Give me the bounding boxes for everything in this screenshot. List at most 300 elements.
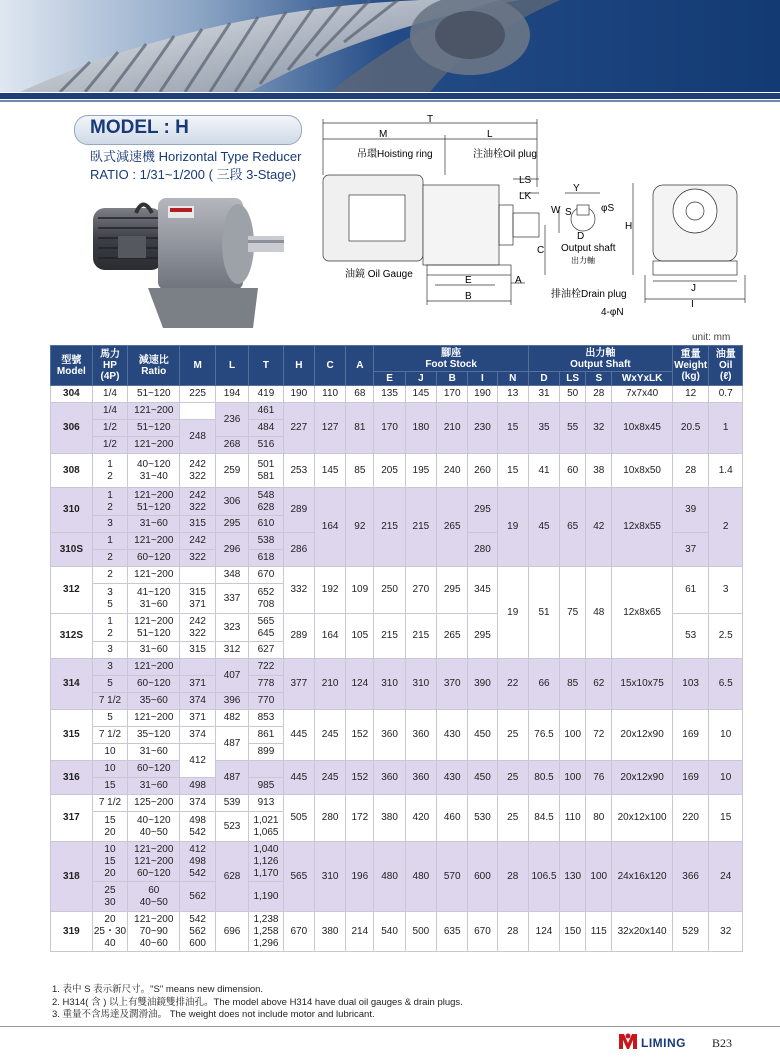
table-cell: 3 5	[92, 584, 127, 614]
table-row	[51, 710, 743, 727]
table-cell: 570	[437, 842, 468, 912]
table-cell: 1 2	[92, 454, 127, 488]
table-cell: 28	[497, 842, 528, 912]
dim-I: I	[691, 299, 694, 310]
table-cell: 1 2	[92, 614, 127, 642]
table-cell: 295	[215, 516, 248, 533]
table-cell: 215	[405, 614, 436, 659]
col-L: L	[215, 346, 248, 386]
table-cell: 289	[283, 614, 314, 659]
model-cell: 308	[51, 454, 93, 488]
brand-name: LIMING	[641, 1036, 686, 1050]
table-cell: 310	[314, 842, 345, 912]
table-cell: 10 15 20	[92, 842, 127, 882]
table-cell: 172	[346, 795, 374, 842]
table-cell: 110	[560, 795, 586, 842]
table-cell: 396	[215, 693, 248, 710]
table-cell: 7 1/2	[92, 693, 127, 710]
table-cell: 1,040 1,126 1,170	[249, 842, 283, 882]
col-model: 型號 Model	[51, 346, 93, 386]
table-cell: 374	[180, 727, 215, 744]
table-cell: 210	[314, 659, 345, 710]
table-cell: 76	[586, 761, 612, 795]
table-cell: 337	[215, 584, 248, 614]
table-cell: 370	[437, 659, 468, 710]
table-cell: 115	[586, 912, 612, 952]
table-cell: 268	[215, 437, 248, 454]
col-M: M	[180, 346, 215, 386]
table-cell	[249, 761, 283, 778]
table-cell: 35~120	[128, 727, 180, 744]
table-cell: 225	[180, 386, 215, 403]
table-cell: 985	[249, 778, 283, 795]
table-cell: 245	[314, 761, 345, 795]
table-cell: 110	[314, 386, 345, 403]
table-cell: 121~200	[128, 567, 180, 584]
table-cell: 306	[215, 488, 248, 516]
table-cell: 28	[497, 912, 528, 952]
table-row	[51, 386, 743, 403]
table-row	[51, 488, 743, 516]
table-cell: 5	[92, 676, 127, 693]
col-H: H	[283, 346, 314, 386]
table-cell: 68	[346, 386, 374, 403]
table-cell: 1/4	[92, 403, 127, 420]
table-cell: 60~120	[128, 761, 180, 778]
table-cell: 24	[709, 842, 743, 912]
model-cell: 316	[51, 761, 93, 795]
table-cell: 565	[283, 842, 314, 912]
table-cell: 125~200	[128, 795, 180, 812]
table-cell: 242 322	[180, 488, 215, 516]
unit-label: unit: mm	[692, 332, 731, 343]
table-cell: 13	[497, 386, 528, 403]
model-cell: 318	[51, 842, 93, 912]
table-cell: 1	[709, 403, 743, 454]
table-cell: 1/2	[92, 437, 127, 454]
table-cell: 100	[560, 761, 586, 795]
table-cell: 100	[560, 710, 586, 761]
table-cell: 35~60	[128, 693, 180, 710]
mounting-holes-label: 4-φN	[601, 307, 624, 318]
dim-H: H	[625, 221, 633, 232]
col-group-foot-stock: 腳座 Foot Stock	[374, 346, 528, 372]
table-cell: 20 25・30 40	[92, 912, 127, 952]
table-cell: 227	[283, 403, 314, 454]
footnote-2: 2. H314( 含 ) 以上有雙油鏡雙排油孔。The model above H314 have dual oil gauges & drain plugs.	[52, 996, 463, 1008]
model-cell: 306	[51, 403, 93, 454]
header-rule-dark	[0, 93, 780, 99]
table-cell: 81	[346, 403, 374, 454]
table-cell: 628	[215, 842, 248, 912]
table-cell: 121~200	[128, 437, 180, 454]
table-cell: 121~200	[128, 710, 180, 727]
table-cell: 51~120	[128, 386, 180, 403]
table-cell: 20x12x100	[612, 795, 673, 842]
table-cell: 332	[283, 567, 314, 614]
table-cell: 538	[249, 533, 283, 550]
dim-S: S	[565, 207, 572, 218]
table-row	[51, 567, 743, 584]
table-cell: 32	[586, 403, 612, 454]
dim-J: J	[691, 283, 696, 294]
table-row	[51, 403, 743, 420]
table-cell: 169	[672, 710, 709, 761]
table-cell: 0.7	[709, 386, 743, 403]
table-cell: 505	[283, 795, 314, 842]
table-cell: 169	[672, 761, 709, 795]
table-cell: 412 498 542	[180, 842, 215, 882]
table-cell: 1,238 1,258 1,296	[249, 912, 283, 952]
table-cell: 412	[180, 744, 215, 778]
model-cell: 317	[51, 795, 93, 842]
table-cell: 498 542	[180, 812, 215, 842]
table-cell: 10	[92, 761, 127, 778]
table-cell: 41	[528, 454, 559, 488]
table-cell: 121~200 121~200 60~120	[128, 842, 180, 882]
table-cell: 100	[586, 842, 612, 912]
table-cell: 3	[92, 659, 127, 676]
table-cell: 25	[497, 795, 528, 842]
table-cell: 480	[405, 842, 436, 912]
table-cell: 1,190	[249, 882, 283, 912]
table-cell	[180, 567, 215, 584]
table-cell: 371	[180, 676, 215, 693]
table-cell: 42	[586, 488, 612, 567]
table-cell: 530	[468, 795, 497, 842]
table-cell: 240	[437, 454, 468, 488]
table-cell: 152	[346, 761, 374, 795]
table-cell: 245	[314, 710, 345, 761]
table-cell: 109	[346, 567, 374, 614]
dim-W: W	[551, 205, 561, 216]
table-cell: 610	[249, 516, 283, 533]
table-cell: 45	[528, 488, 559, 567]
table-cell: 80	[586, 795, 612, 842]
table-cell: 360	[374, 761, 405, 795]
table-cell: 322	[180, 550, 215, 567]
table-cell: 124	[528, 912, 559, 952]
table-cell: 28	[672, 454, 709, 488]
table-cell: 170	[437, 386, 468, 403]
table-cell: 2	[92, 567, 127, 584]
hoisting-ring-label: 吊環Hoisting ring	[357, 149, 433, 160]
table-cell: 529	[672, 912, 709, 952]
col-E: E	[374, 372, 405, 386]
table-cell: 15 20	[92, 812, 127, 842]
table-cell: 3	[709, 567, 743, 614]
table-cell: 3	[92, 516, 127, 533]
model-cell: 312	[51, 567, 93, 614]
output-shaft-label: Output shaft	[561, 243, 616, 254]
table-cell: 31~60	[128, 516, 180, 533]
table-cell: 430	[437, 761, 468, 795]
table-cell: 85	[346, 454, 374, 488]
table-cell: 180	[405, 403, 436, 454]
table-cell: 516	[249, 437, 283, 454]
table-cell: 61	[672, 567, 709, 614]
table-cell: 51	[528, 567, 559, 659]
col-key: WxYxLK	[612, 372, 673, 386]
table-cell: 482	[215, 710, 248, 727]
table-cell: 652 708	[249, 584, 283, 614]
table-cell: 12x8x65	[612, 567, 673, 659]
table-cell: 310	[405, 659, 436, 710]
table-cell: 7 1/2	[92, 795, 127, 812]
footnotes	[52, 984, 463, 1022]
table-cell: 127	[314, 403, 345, 454]
dim-L: L	[487, 129, 493, 140]
table-cell: 65	[560, 488, 586, 567]
table-cell: 236	[215, 403, 248, 437]
table-cell: 32x20x140	[612, 912, 673, 952]
table-cell: 242 322	[180, 614, 215, 642]
col-oil: 油量 Oil (ℓ)	[709, 346, 743, 386]
table-cell: 323	[215, 614, 248, 642]
table-cell: 366	[672, 842, 709, 912]
table-cell: 121~200 51~120	[128, 614, 180, 642]
table-cell: 35	[528, 403, 559, 454]
model-cell: 314	[51, 659, 93, 710]
table-cell: 484	[249, 420, 283, 437]
table-cell: 450	[468, 761, 497, 795]
table-cell: 24x16x120	[612, 842, 673, 912]
table-cell: 280	[314, 795, 345, 842]
table-cell: 25	[497, 761, 528, 795]
table-cell: 220	[672, 795, 709, 842]
table-cell: 50	[560, 386, 586, 403]
table-cell: 419	[249, 386, 283, 403]
table-cell: 460	[437, 795, 468, 842]
table-cell: 562	[180, 882, 215, 912]
page-number: B23	[712, 1036, 733, 1050]
table-cell: 565 645	[249, 614, 283, 642]
table-cell: 20.5	[672, 403, 709, 454]
table-cell: 121~200 51~120	[128, 488, 180, 516]
table-cell: 445	[283, 761, 314, 795]
dim-Y: Y	[573, 183, 580, 194]
table-cell: 670	[283, 912, 314, 952]
table-row	[51, 842, 743, 882]
footnote-1: 1. 表中 S 表示新尺寸。"S" means new dimension.	[52, 984, 264, 995]
table-cell: 195	[405, 454, 436, 488]
table-cell: 40~120 31~40	[128, 454, 180, 488]
table-cell: 130	[560, 842, 586, 912]
table-cell: 1/4	[92, 386, 127, 403]
table-cell: 250	[374, 567, 405, 614]
table-cell: 539	[215, 795, 248, 812]
table-cell: 600	[468, 842, 497, 912]
table-cell: 145	[405, 386, 436, 403]
dim-A: A	[515, 275, 522, 286]
table-cell: 164	[314, 614, 345, 659]
dim-E: E	[465, 275, 472, 286]
table-cell	[180, 659, 215, 676]
footer-divider	[0, 1026, 780, 1027]
dim-T: T	[427, 115, 434, 125]
table-cell: 55	[560, 403, 586, 454]
table-cell: 75	[560, 567, 586, 659]
table-cell: 25	[497, 710, 528, 761]
model-cell: 319	[51, 912, 93, 952]
table-cell: 210	[437, 403, 468, 454]
model-cell: 315	[51, 710, 93, 761]
table-row	[51, 454, 743, 488]
table-cell: 315	[180, 516, 215, 533]
table-cell: 121~200	[128, 403, 180, 420]
table-cell: 12	[672, 386, 709, 403]
table-cell: 542 562 600	[180, 912, 215, 952]
table-cell: 315 371	[180, 584, 215, 614]
table-cell: 60	[560, 454, 586, 488]
table-cell: 487	[215, 761, 248, 795]
table-cell: 374	[180, 693, 215, 710]
table-cell: 32	[709, 912, 743, 952]
table-cell: 1 2	[92, 488, 127, 516]
col-A: A	[346, 346, 374, 386]
col-T: T	[249, 346, 283, 386]
table-cell: 15	[497, 403, 528, 454]
table-cell: 853	[249, 710, 283, 727]
table-cell: 10x8x50	[612, 454, 673, 488]
table-cell: 286	[283, 533, 314, 567]
col-S: S	[586, 372, 612, 386]
table-cell: 7 1/2	[92, 727, 127, 744]
table-cell: 194	[215, 386, 248, 403]
table-cell: 312	[215, 642, 248, 659]
table-cell: 72	[586, 710, 612, 761]
table-cell: 487	[215, 727, 248, 761]
header-gear-banner	[0, 0, 780, 92]
table-cell: 196	[346, 842, 374, 912]
dim-phi-S: φS	[601, 203, 615, 214]
col-C: C	[314, 346, 345, 386]
table-cell: 280	[468, 533, 497, 567]
table-cell: 92	[346, 488, 374, 567]
dim-D: D	[577, 231, 585, 242]
table-cell: 450	[468, 710, 497, 761]
table-cell: 3	[92, 642, 127, 659]
table-cell: 540	[374, 912, 405, 952]
table-cell: 360	[374, 710, 405, 761]
table-cell: 53	[672, 614, 709, 659]
table-cell: 15	[497, 454, 528, 488]
col-weight: 重量 Weight (kg)	[672, 346, 709, 386]
table-cell: 500	[405, 912, 436, 952]
table-cell: 618	[249, 550, 283, 567]
table-cell: 2.5	[709, 614, 743, 659]
dim-LS: LS	[519, 175, 532, 186]
table-cell: 214	[346, 912, 374, 952]
table-cell: 265	[437, 614, 468, 659]
col-N: N	[497, 372, 528, 386]
table-cell: 15	[709, 795, 743, 842]
table-row	[51, 912, 743, 952]
table-cell: 360	[405, 710, 436, 761]
table-row	[51, 795, 743, 812]
table-cell: 15x10x75	[612, 659, 673, 710]
table-cell: 380	[374, 795, 405, 842]
table-cell: 295	[468, 488, 497, 533]
table-cell: 10	[709, 761, 743, 795]
table-cell: 31	[528, 386, 559, 403]
table-cell: 242 322	[180, 454, 215, 488]
col-group-output-shaft: 出力軸 Output Shaft	[528, 346, 672, 372]
liming-logo-icon	[618, 1032, 638, 1050]
table-cell: 523	[215, 812, 248, 842]
spec-table	[50, 345, 743, 952]
table-cell: 670	[249, 567, 283, 584]
table-cell: 41~120 31~60	[128, 584, 180, 614]
table-cell: 377	[283, 659, 314, 710]
table-cell: 145	[314, 454, 345, 488]
table-cell: 12x8x55	[612, 488, 673, 567]
table-cell: 295	[437, 567, 468, 614]
page-title: MODEL : H	[90, 117, 189, 138]
col-J: J	[405, 372, 436, 386]
table-cell: 48	[586, 567, 612, 659]
table-cell: 190	[468, 386, 497, 403]
table-cell: 5	[92, 710, 127, 727]
table-cell: 345	[468, 567, 497, 614]
table-cell: 270	[405, 567, 436, 614]
table-cell: 10	[92, 744, 127, 761]
table-cell: 215	[405, 488, 436, 567]
model-cell: 310	[51, 488, 93, 533]
table-cell: 913	[249, 795, 283, 812]
col-D: D	[528, 372, 559, 386]
table-cell	[180, 403, 215, 420]
table-cell: 380	[314, 912, 345, 952]
table-cell: 205	[374, 454, 405, 488]
table-cell: 2	[709, 488, 743, 567]
table-cell: 124	[346, 659, 374, 710]
table-cell: 31~60	[128, 642, 180, 659]
table-cell: 360	[405, 761, 436, 795]
table-cell: 15	[92, 778, 127, 795]
table-cell: 501 581	[249, 454, 283, 488]
table-cell: 39	[672, 488, 709, 533]
table-cell: 25 30	[92, 882, 127, 912]
model-cell: 312S	[51, 614, 93, 659]
table-cell: 498	[180, 778, 215, 795]
table-cell: 722	[249, 659, 283, 676]
dim-LK: LK	[519, 191, 532, 202]
table-cell: 7x7x40	[612, 386, 673, 403]
table-cell: 445	[283, 710, 314, 761]
drain-plug-label: 排油栓Drain plug	[551, 289, 627, 300]
table-cell: 265	[437, 488, 468, 567]
table-cell: 295	[468, 614, 497, 659]
table-cell: 121~200	[128, 659, 180, 676]
table-cell: 10	[709, 710, 743, 761]
header-rule-light	[0, 100, 780, 102]
table-cell: 38	[586, 454, 612, 488]
model-cell: 310S	[51, 533, 93, 567]
col-ratio: 減速比 Ratio	[128, 346, 180, 386]
table-cell: 242	[180, 533, 215, 550]
table-cell: 20x12x90	[612, 710, 673, 761]
table-cell: 85	[560, 659, 586, 710]
table-cell: 62	[586, 659, 612, 710]
table-cell: 407	[215, 659, 248, 693]
table-cell: 420	[405, 795, 436, 842]
dimension-drawing	[315, 115, 755, 325]
table-cell: 80.5	[528, 761, 559, 795]
table-cell: 770	[249, 693, 283, 710]
table-cell: 296	[215, 533, 248, 567]
table-cell: 37	[672, 533, 709, 567]
